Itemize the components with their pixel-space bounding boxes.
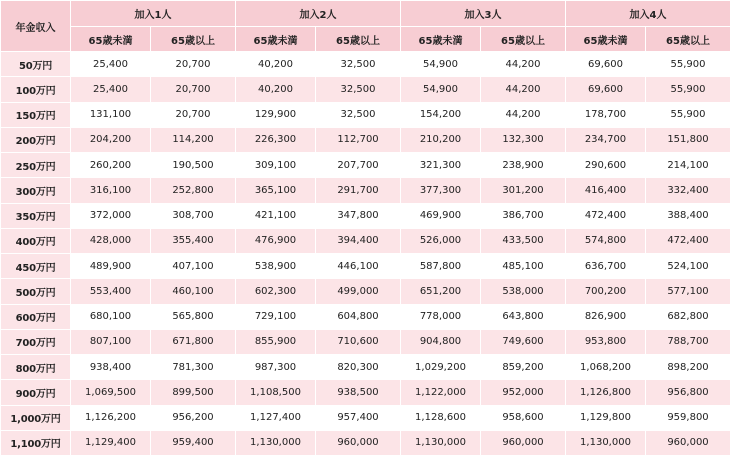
table-cell: 636,700 (566, 254, 646, 279)
table-cell: 25,400 (71, 77, 151, 102)
table-cell: 210,200 (401, 127, 481, 152)
row-label: 50万円 (1, 52, 71, 77)
table-cell: 1,129,400 (71, 430, 151, 455)
table-cell: 207,700 (316, 153, 401, 178)
subheader-65plus: 65歳以上 (151, 27, 236, 52)
table-cell: 680,100 (71, 304, 151, 329)
table-cell: 1,068,200 (566, 355, 646, 380)
table-cell: 959,400 (151, 430, 236, 455)
table-cell: 388,400 (646, 203, 730, 228)
table-cell: 44,200 (481, 52, 566, 77)
row-label: 350万円 (1, 203, 71, 228)
table-cell: 960,000 (316, 430, 401, 455)
table-cell: 729,100 (236, 304, 316, 329)
table-cell: 651,200 (401, 279, 481, 304)
table-cell: 1,128,600 (401, 405, 481, 430)
subheader-65plus: 65歳以上 (316, 27, 401, 52)
table-cell: 460,100 (151, 279, 236, 304)
table-cell: 526,000 (401, 228, 481, 253)
row-label: 100万円 (1, 77, 71, 102)
table-cell: 308,700 (151, 203, 236, 228)
table-cell: 55,900 (646, 52, 730, 77)
group-header-2: 加入2人 (236, 1, 401, 27)
table-cell: 421,100 (236, 203, 316, 228)
table-cell: 347,800 (316, 203, 401, 228)
table-row (1, 127, 730, 152)
table-cell: 565,800 (151, 304, 236, 329)
table-cell: 472,400 (646, 228, 730, 253)
table-row (1, 203, 730, 228)
table-cell: 154,200 (401, 102, 481, 127)
table-cell: 55,900 (646, 102, 730, 127)
table-cell: 671,800 (151, 329, 236, 354)
table-cell: 604,800 (316, 304, 401, 329)
table-cell: 386,700 (481, 203, 566, 228)
table-cell: 778,000 (401, 304, 481, 329)
row-label: 600万円 (1, 304, 71, 329)
table-cell: 859,200 (481, 355, 566, 380)
table-cell: 1,127,400 (236, 405, 316, 430)
subheader-under65: 65歳未満 (566, 27, 646, 52)
table-cell: 700,200 (566, 279, 646, 304)
table-cell: 898,200 (646, 355, 730, 380)
table-cell: 446,100 (316, 254, 401, 279)
row-label: 500万円 (1, 279, 71, 304)
table-cell: 131,100 (71, 102, 151, 127)
group-header-4: 加入4人 (566, 1, 730, 27)
table-cell: 956,800 (646, 380, 730, 405)
table-cell: 321,300 (401, 153, 481, 178)
table-row (1, 430, 730, 455)
table-cell: 469,900 (401, 203, 481, 228)
table-cell: 1,129,800 (566, 405, 646, 430)
table-cell: 820,300 (316, 355, 401, 380)
table-cell: 69,600 (566, 77, 646, 102)
table-cell: 129,900 (236, 102, 316, 127)
table-cell: 938,500 (316, 380, 401, 405)
table-cell: 428,000 (71, 228, 151, 253)
table-cell: 394,400 (316, 228, 401, 253)
table-cell: 316,100 (71, 178, 151, 203)
table-cell: 416,400 (566, 178, 646, 203)
table-cell: 407,100 (151, 254, 236, 279)
table-cell: 587,800 (401, 254, 481, 279)
table-cell: 433,500 (481, 228, 566, 253)
table-cell: 44,200 (481, 77, 566, 102)
row-label: 200万円 (1, 127, 71, 152)
table-cell: 538,900 (236, 254, 316, 279)
corner-header: 年金収入 (1, 1, 71, 52)
row-label: 450万円 (1, 254, 71, 279)
table-header (1, 1, 730, 52)
table-cell: 574,800 (566, 228, 646, 253)
table-cell: 44,200 (481, 102, 566, 127)
table-cell: 178,700 (566, 102, 646, 127)
table-cell: 553,400 (71, 279, 151, 304)
table-cell: 960,000 (646, 430, 730, 455)
subheader-65plus: 65歳以上 (646, 27, 730, 52)
table-cell: 485,100 (481, 254, 566, 279)
table-cell: 260,200 (71, 153, 151, 178)
table-cell: 301,200 (481, 178, 566, 203)
table-cell: 54,900 (401, 77, 481, 102)
table-cell: 602,300 (236, 279, 316, 304)
table-cell: 538,000 (481, 279, 566, 304)
row-label: 900万円 (1, 380, 71, 405)
table-cell: 1,130,000 (236, 430, 316, 455)
table-cell: 309,100 (236, 153, 316, 178)
table-body (1, 52, 730, 456)
table-cell: 472,400 (566, 203, 646, 228)
table-cell: 682,800 (646, 304, 730, 329)
table-cell: 372,000 (71, 203, 151, 228)
table-cell: 959,800 (646, 405, 730, 430)
table-cell: 807,100 (71, 329, 151, 354)
table-row (1, 329, 730, 354)
subheader-under65: 65歳未満 (71, 27, 151, 52)
table-cell: 55,900 (646, 77, 730, 102)
table-cell: 114,200 (151, 127, 236, 152)
table-row (1, 405, 730, 430)
table-cell: 956,200 (151, 405, 236, 430)
table-cell: 938,400 (71, 355, 151, 380)
table-cell: 953,800 (566, 329, 646, 354)
table-cell: 151,800 (646, 127, 730, 152)
table-cell: 788,700 (646, 329, 730, 354)
table-cell: 290,600 (566, 153, 646, 178)
table-cell: 952,000 (481, 380, 566, 405)
table-cell: 476,900 (236, 228, 316, 253)
table-cell: 749,600 (481, 329, 566, 354)
table-cell: 238,900 (481, 153, 566, 178)
row-label: 700万円 (1, 329, 71, 354)
table-cell: 1,069,500 (71, 380, 151, 405)
table-cell: 1,029,200 (401, 355, 481, 380)
table-cell: 226,300 (236, 127, 316, 152)
table-cell: 1,130,000 (566, 430, 646, 455)
subheader-under65: 65歳未満 (236, 27, 316, 52)
table-cell: 32,500 (316, 102, 401, 127)
table-cell: 132,300 (481, 127, 566, 152)
table-cell: 958,600 (481, 405, 566, 430)
table-cell: 1,126,200 (71, 405, 151, 430)
table-cell: 355,400 (151, 228, 236, 253)
table-cell: 112,700 (316, 127, 401, 152)
table-cell: 190,500 (151, 153, 236, 178)
row-label: 1,100万円 (1, 430, 71, 455)
row-label: 250万円 (1, 153, 71, 178)
row-label: 300万円 (1, 178, 71, 203)
table-cell: 899,500 (151, 380, 236, 405)
row-label: 150万円 (1, 102, 71, 127)
table-cell: 577,100 (646, 279, 730, 304)
table-cell: 499,000 (316, 279, 401, 304)
table-cell: 291,700 (316, 178, 401, 203)
subheader-65plus: 65歳以上 (481, 27, 566, 52)
table-row (1, 102, 730, 127)
row-label: 800万円 (1, 355, 71, 380)
table-cell: 710,600 (316, 329, 401, 354)
table-cell: 1,108,500 (236, 380, 316, 405)
table-cell: 20,700 (151, 77, 236, 102)
table-cell: 332,400 (646, 178, 730, 203)
table-row (1, 77, 730, 102)
table-cell: 25,400 (71, 52, 151, 77)
table-row (1, 254, 730, 279)
row-label: 1,000万円 (1, 405, 71, 430)
table-cell: 20,700 (151, 102, 236, 127)
table-cell: 54,900 (401, 52, 481, 77)
table-cell: 204,200 (71, 127, 151, 152)
table-row (1, 279, 730, 304)
table-row (1, 153, 730, 178)
table-cell: 40,200 (236, 52, 316, 77)
table-cell: 524,100 (646, 254, 730, 279)
table-row (1, 178, 730, 203)
table-cell: 1,126,800 (566, 380, 646, 405)
table-cell: 957,400 (316, 405, 401, 430)
table-cell: 32,500 (316, 52, 401, 77)
subheader-under65: 65歳未満 (401, 27, 481, 52)
table-cell: 20,700 (151, 52, 236, 77)
group-header-3: 加入3人 (401, 1, 566, 27)
table-cell: 214,100 (646, 153, 730, 178)
table-cell: 377,300 (401, 178, 481, 203)
table-cell: 1,122,000 (401, 380, 481, 405)
table-cell: 904,800 (401, 329, 481, 354)
table-cell: 32,500 (316, 77, 401, 102)
table-row (1, 355, 730, 380)
table-cell: 1,130,000 (401, 430, 481, 455)
table-cell: 643,800 (481, 304, 566, 329)
table-cell: 987,300 (236, 355, 316, 380)
row-label: 400万円 (1, 228, 71, 253)
table-row (1, 380, 730, 405)
table-cell: 960,000 (481, 430, 566, 455)
table-cell: 252,800 (151, 178, 236, 203)
table-cell: 365,100 (236, 178, 316, 203)
table-cell: 489,900 (71, 254, 151, 279)
table-row (1, 228, 730, 253)
table-row (1, 304, 730, 329)
table-row (1, 52, 730, 77)
table-cell: 855,900 (236, 329, 316, 354)
group-header-1: 加入1人 (71, 1, 236, 27)
table-cell: 40,200 (236, 77, 316, 102)
table-cell: 69,600 (566, 52, 646, 77)
table-cell: 781,300 (151, 355, 236, 380)
table-cell: 234,700 (566, 127, 646, 152)
table-cell: 826,900 (566, 304, 646, 329)
